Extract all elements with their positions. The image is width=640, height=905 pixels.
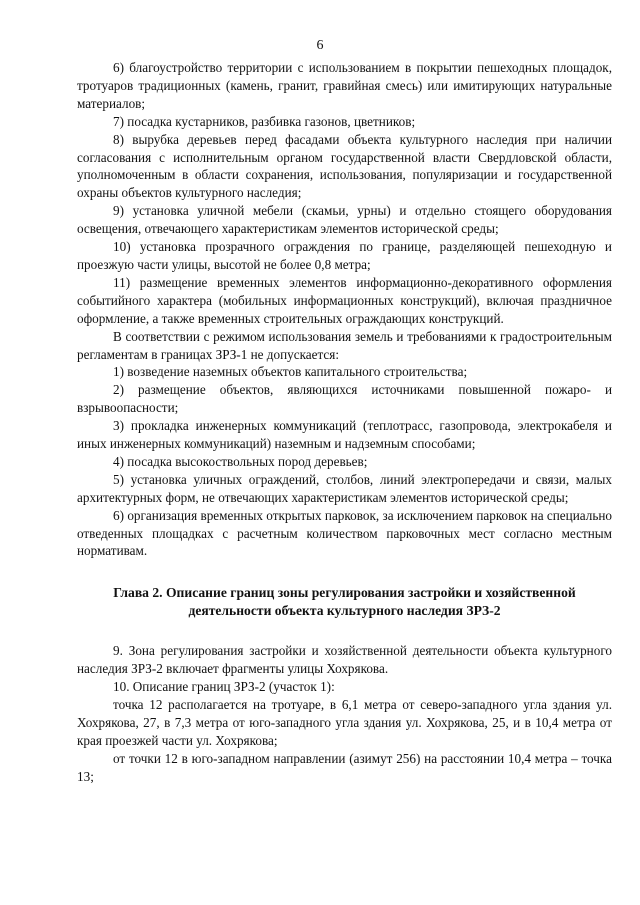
- paragraph: 9. Зона регулирования застройки и хозяйственной деятельности объекта культурного наследия ЗРЗ-2 включает фрагменты улицы Хохрякова.: [77, 643, 612, 677]
- paragraph: 10. Описание границ ЗРЗ-2 (участок 1):: [113, 679, 335, 695]
- paragraph: 11) размещение временных элементов информационно-декоративного оформления событийного характера (мобильных информационных конструкций), включая праздничное оформление, а также временных строительных ограждающих конструкций.: [77, 274, 612, 326]
- document-body: [77, 59, 612, 786]
- paragraph: 6) благоустройство территории с использованием в покрытии пешеходных площадок, тротуаров традиционных (камень, гранит, гравийная смесь) или имитирующих натуральные материалов;: [77, 60, 612, 111]
- chapter-heading: Глава 2. Описание границ зоны регулирования застройки и хозяйственной деятельности объекта культурного наследия ЗРЗ-2: [113, 585, 576, 619]
- paragraph: 6) организация временных открытых парковок, за исключением парковок на специально отведенных площадках с расчетным количеством парковочных мест согласно местным нормативам.: [77, 507, 612, 559]
- paragraph: точка 12 располагается на тротуаре, в 6,1 метра от северо-западного угла здания ул. Хохрякова, 27, в 7,3 метра от юго-западного угла здания ул. Хохрякова, 25, и в 10,4 метра от края проезжей части ул. Хохрякова;: [77, 697, 612, 748]
- paragraph: 9) установка уличной мебели (скамьи, урны) и отдельно стоящего оборудования освещения, отвечающего характеристикам элементов исторической среды;: [77, 203, 612, 237]
- paragraph: В соответствии с режимом использования земель и требованиями к градостроительным регламентам в границах ЗРЗ-1 не допускается:: [77, 328, 612, 362]
- paragraph: 4) посадка высокоствольных пород деревьев;: [113, 453, 368, 469]
- paragraph: 3) прокладка инженерных коммуникаций (теплотрасс, газопровода, электрокабеля и иных инженерных коммуникаций) наземным и надземным способами;: [77, 418, 612, 452]
- paragraph: 1) возведение наземных объектов капитального строительства;: [113, 364, 468, 380]
- paragraph: 2) размещение объектов, являющихся источниками повышенной пожаро- и взрывоопасности;: [77, 382, 612, 416]
- paragraph: 8) вырубка деревьев перед фасадами объекта культурного наследия при наличии согласования с исполнительным органом государственной власти Свердловской области, уполномоченным в области сохранения, использования, популяризации и государственной охраны объектов культурного наследия;: [77, 131, 612, 201]
- paragraph: 5) установка уличных ограждений, столбов, линий электропередачи и связи, малых архитектурных форм, не отвечающих характеристикам элементов исторической среды;: [77, 471, 612, 505]
- page-number: 6: [316, 38, 324, 53]
- paragraph: 7) посадка кустарников, разбивка газонов, цветников;: [113, 113, 416, 129]
- paragraph: от точки 12 в юго-западном направлении (азимут 256) на расстоянии 10,4 метра – точка 13;: [77, 750, 612, 784]
- paragraph: 10) установка прозрачного ограждения по границе, разделяющей пешеходную и проезжую части улицы, высотой не более 0,8 метра;: [77, 239, 612, 272]
